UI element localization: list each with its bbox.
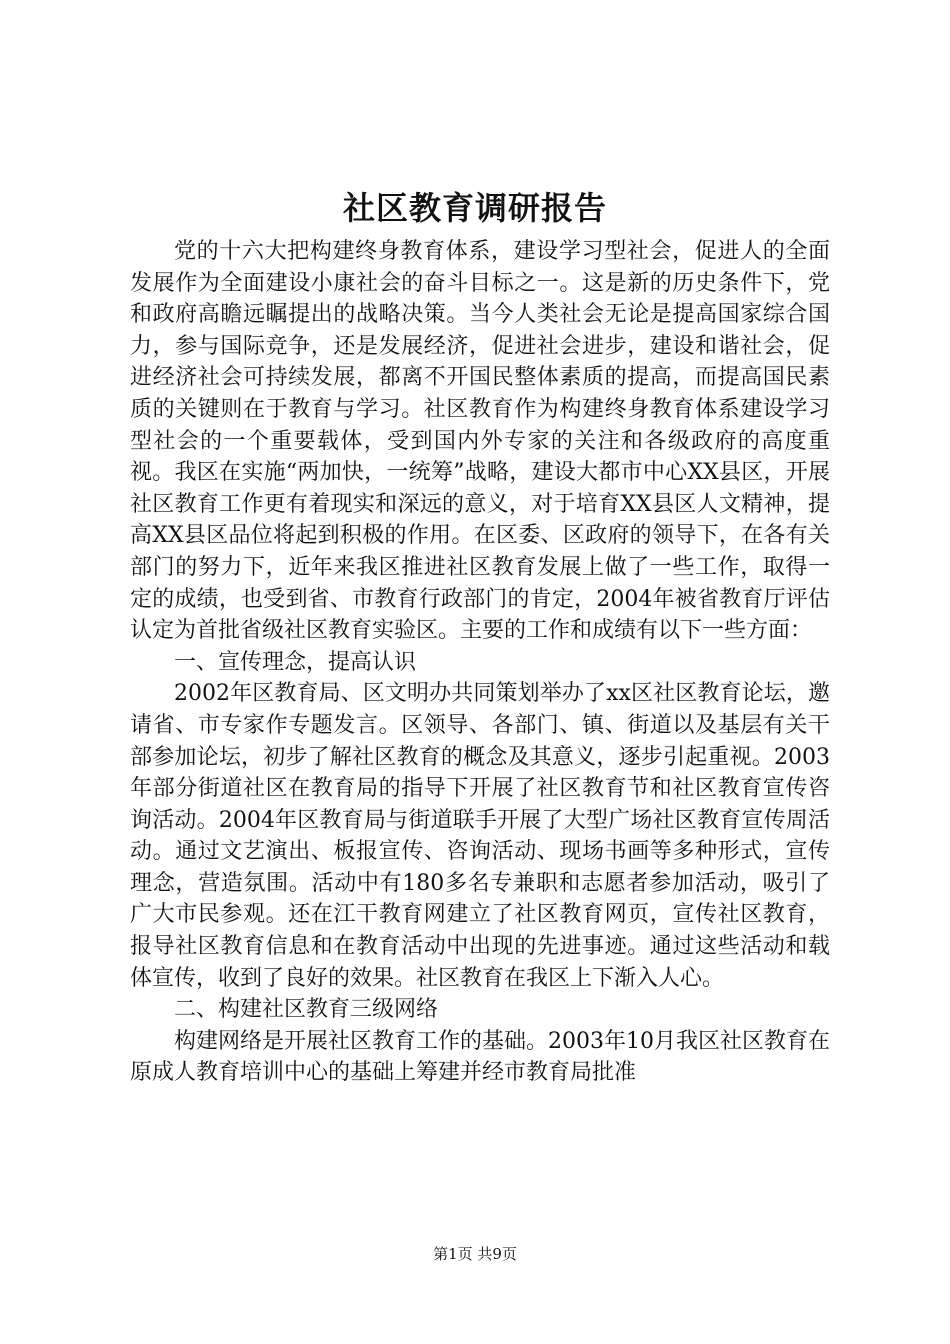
section-1-paragraph: 2002年区教育局、区文明办共同策划举办了xx区社区教育论坛，邀请省、市专家作专题发言。区领导、各部门、镇、街道以及基层有关干部参加论坛，初步了解社区教育的概念及其意义，逐步引起重视。2003年部分街道社区在教育局的指导下开展了社区教育节和社区教育宣传咨询活动。2004年区教育局与街道联手开展了大型广场社区教育宣传周活动。通过文艺演出、板报宣传、咨询活动、现场书画等多种形式，宣传理念，营造氛围。活动中有180多名专兼职和志愿者参加活动，吸引了广大市民参观。还在江干教育网建立了社区教育网页，宣传社区教育，报导社区教育信息和在教育活动中出现的先进事迹。通过这些活动和载体宣传，收到了良好的效果。社区教育在我区上下渐入人心。 (130, 681, 830, 991)
intro-paragraph: 党的十六大把构建终身教育体系，建设学习型社会，促进人的全面发展作为全面建设小康社会的奋斗目标之一。这是新的历史条件下，党和政府高瞻远瞩提出的战略决策。当今人类社会无论是提高国家综合国力，参与国际竞争，还是发展经济，促进社会进步，建设和谐社会，促进经济社会可持续发展，都离不开国民整体素质的提高，而提高国民素质的关键则在于教育与学习。社区教育作为构建终身教育体系建设学习型社会的一个重要载体，受到国内外专家的关注和各级政府的高度重视。我区在实施“两加快，一统筹”战略，建设大都市中心XX县区，开展社区教育工作更有着现实和深远的意义，对于培育XX县区人文精神，提高XX县区品位将起到积极的作用。在区委、区政府的领导下，在各有关部门的努力下，近年来我区推进社区教育发展上做了一些工作，取得一定的成绩，也受到省、市教育行政部门的肯定，2004年被省教育厅评估认定为首批省级社区教育实验区。主要的工作和成绩有以下一些方面： (130, 239, 830, 644)
document-title: 社区教育调研报告 (342, 189, 607, 227)
document-body (130, 236, 830, 1089)
page-number-footer: 第1页 共9页 (433, 1245, 517, 1263)
section-2-paragraph: 构建网络是开展社区教育工作的基础。2003年10月我区社区教育在原成人教育培训中心的基础上筹建并经市教育局批准 (130, 1028, 830, 1086)
section-heading-2: 二、构建社区教育三级网络 (174, 997, 439, 1023)
section-heading-1: 一、宣传理念，提高认识 (174, 649, 417, 675)
